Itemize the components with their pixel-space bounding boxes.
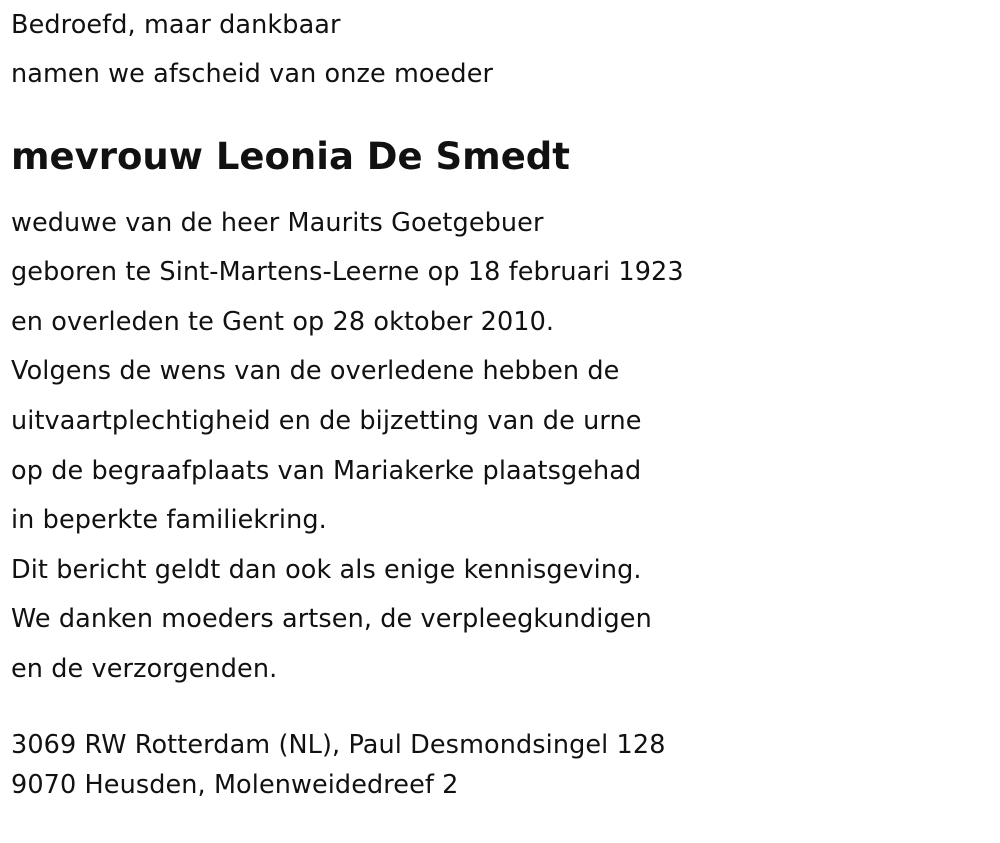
address-line: 9070 Heusden, Molenweidedreef 2 xyxy=(11,769,459,800)
body-line: geboren te Sint-Martens-Leerne op 18 februari 1923 xyxy=(11,257,684,288)
intro-line: namen we afscheid van onze moeder xyxy=(11,59,494,89)
body-line: en de verzorgenden. xyxy=(11,653,278,684)
intro-text xyxy=(11,0,991,100)
body-line: op de begraafplaats van Mariakerke plaatsgehad xyxy=(11,455,642,486)
body-line: Dit bericht geldt dan ook als enige kennisgeving. xyxy=(11,554,642,585)
address-block xyxy=(11,725,991,805)
notice-body xyxy=(11,199,991,695)
deceased-name: mevrouw Leonia De Smedt xyxy=(11,134,570,178)
intro-line: Bedroefd, maar dankbaar xyxy=(11,10,341,40)
body-line: in beperkte familiekring. xyxy=(11,505,327,536)
body-line: Volgens de wens van de overledene hebben de xyxy=(11,356,620,387)
address-line: 3069 RW Rotterdam (NL), Paul Desmondsingel 128 xyxy=(11,729,666,760)
body-line: uitvaartplechtigheid en de bijzetting van de urne xyxy=(11,405,642,436)
death-notice xyxy=(11,0,991,805)
body-line: en overleden te Gent op 28 oktober 2010. xyxy=(11,306,555,337)
body-line: weduwe van de heer Maurits Goetgebuer xyxy=(11,207,544,238)
body-line: We danken moeders artsen, de verpleegkundigen xyxy=(11,604,652,635)
